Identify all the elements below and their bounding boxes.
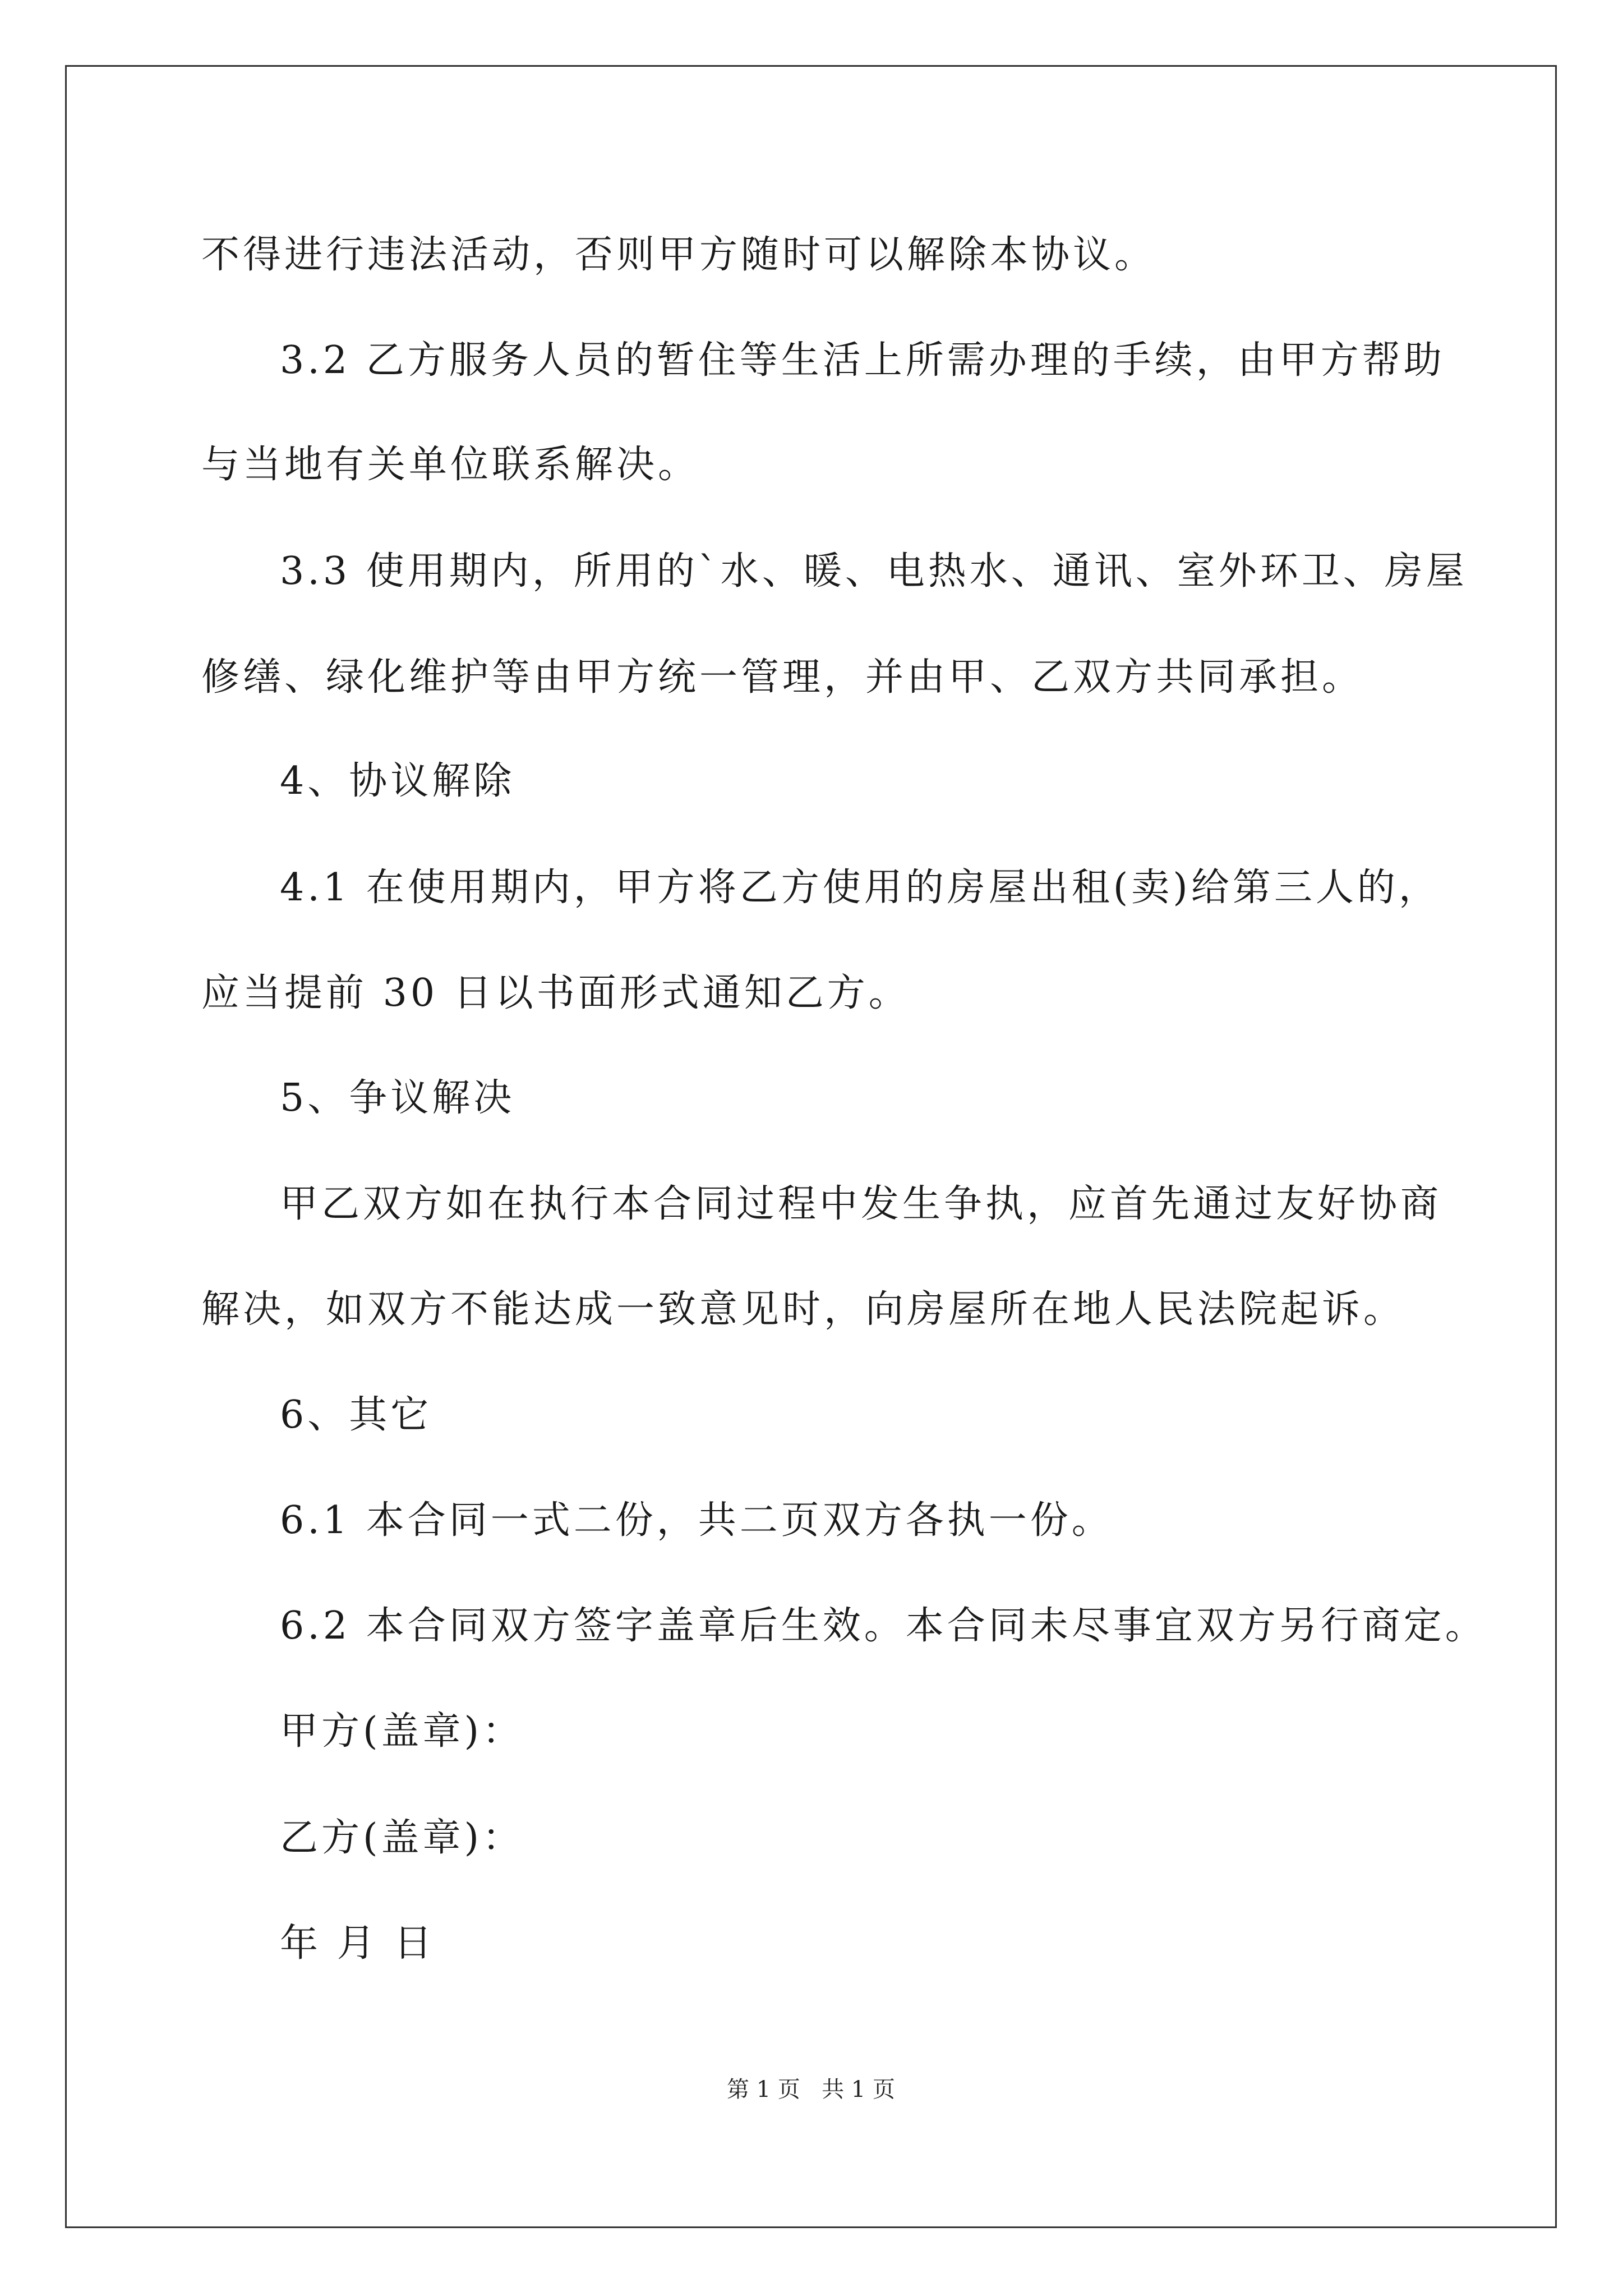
- clause-4-1-line-2: 应当提前 30 日以书面形式通知乙方。: [201, 971, 910, 1015]
- section-5-heading: 5、争议解决: [280, 1076, 515, 1120]
- clause-4-1-line-1: 4.1 在使用期内，甲方将乙方使用的房屋出租(卖)给第三人的，: [280, 866, 1440, 910]
- dispute-line-2: 解决，如双方不能达成一致意见时，向房屋所在地人民法院起诉。: [201, 1287, 1405, 1332]
- clause-6-1: 6.1 本合同一式二份，共二页双方各执一份。: [280, 1498, 1113, 1543]
- date-line: 年 月 日: [280, 1921, 436, 1966]
- party-b-seal: 乙方(盖章)：: [280, 1816, 524, 1860]
- section-4-heading: 4、协议解除: [280, 759, 515, 803]
- clause-6-2: 6.2 本合同双方签字盖章后生效。本合同未尽事宜双方另行商定。: [280, 1604, 1487, 1648]
- page-border: [65, 65, 1557, 2228]
- clause-3-3-line-2: 修缮、绿化维护等由甲方统一管理，并由甲、乙双方共同承担。: [201, 655, 1364, 700]
- clause-3-2-line-1: 3.2 乙方服务人员的暂住等生活上所需办理的手续，由甲方帮助: [280, 338, 1445, 383]
- document-body: [67, 67, 1555, 2226]
- dispute-line-1: 甲乙双方如在执行本合同过程中发生争执，应首先通过友好协商: [280, 1182, 1442, 1226]
- clause-3-2-line-2: 与当地有关单位联系解决。: [201, 443, 700, 487]
- section-6-heading: 6、其它: [280, 1393, 432, 1437]
- page-footer: 第 1 页 共 1 页: [727, 2077, 895, 2102]
- clause-3-3-line-1: 3.3 使用期内，所用的`水、暖、电热水、通讯、室外环卫、房屋: [280, 549, 1468, 593]
- party-a-seal: 甲方(盖章)：: [280, 1709, 524, 1754]
- paragraph-line: 不得进行违法活动，否则甲方随时可以解除本协议。: [201, 233, 1156, 277]
